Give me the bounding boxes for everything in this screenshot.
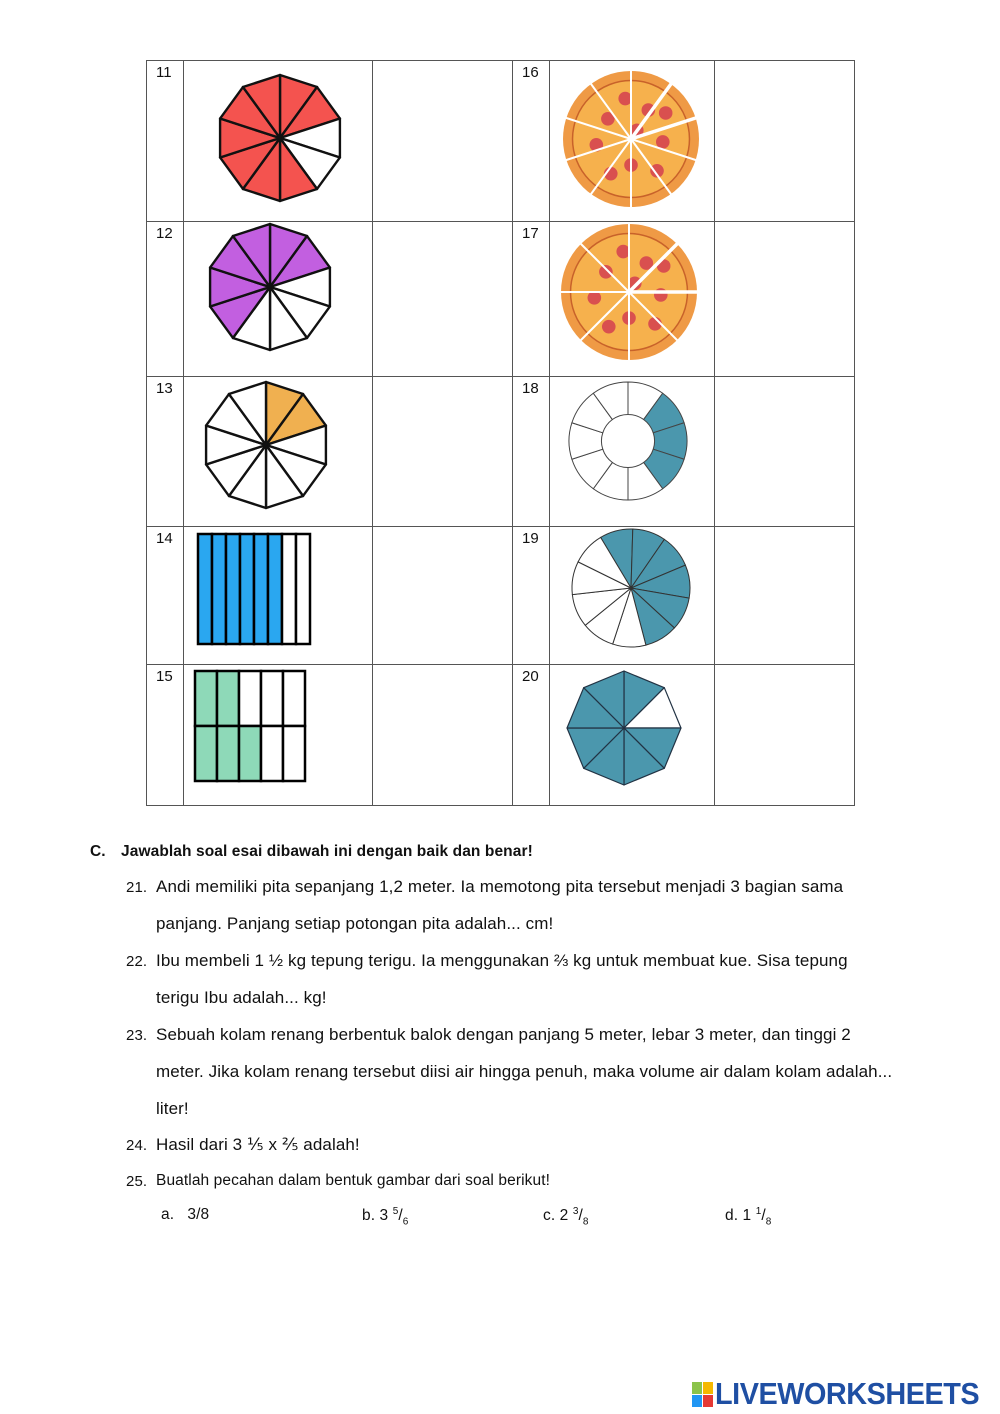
pepperoni [656, 135, 670, 149]
grid-cell [283, 726, 305, 781]
item-number: 18 [522, 380, 539, 397]
numerator: 3 [572, 1206, 579, 1217]
option-label: a. [161, 1206, 175, 1223]
option-label: d. 1 [725, 1207, 752, 1225]
purple-decagon-figure [204, 221, 336, 353]
answer-cell-15[interactable] [373, 665, 512, 805]
bar [240, 534, 254, 644]
question-text: liter! [156, 1099, 189, 1118]
orange-decagon-figure [200, 379, 332, 511]
pizza-figure [558, 221, 700, 363]
answer-cell-18[interactable] [715, 377, 854, 526]
pepperoni [616, 245, 630, 259]
denominator: 8 [582, 1216, 589, 1228]
bar [212, 534, 226, 644]
answer-cell-14[interactable] [373, 527, 512, 664]
question-text: Andi memiliki pita sepanjang 1,2 meter. Ia memotong pita tersebut menjadi 3 bagian sama [156, 877, 844, 896]
grid-cell [261, 671, 283, 726]
question-text: Sebuah kolam renang berbentuk balok dengan panjang 5 meter, lebar 3 meter, dan tinggi 2 [156, 1025, 851, 1044]
teal-octagon-figure [564, 668, 684, 788]
answer-cell-16[interactable] [715, 61, 854, 221]
grid-cell [239, 671, 261, 726]
grid-cell [217, 671, 239, 726]
answer-cell-19[interactable] [715, 527, 854, 664]
option-d: d. 1 $^1/_8$ [725, 1206, 772, 1228]
option-value: 3/8 [187, 1206, 210, 1223]
answer-cell-11[interactable] [373, 61, 512, 221]
pepperoni [618, 92, 632, 106]
item-number: 20 [522, 668, 539, 685]
grid-cell [283, 671, 305, 726]
grid-cell [261, 726, 283, 781]
question-number: 22. [126, 953, 148, 970]
item-number: 11 [156, 64, 172, 81]
question-text: Buatlah pecahan dalam bentuk gambar dari soal berikut! [156, 1172, 551, 1189]
teal-circle-figure [569, 526, 693, 650]
item-number: 12 [156, 225, 173, 242]
option-b: b. 3 $^5/_6$ [362, 1206, 409, 1228]
item-number: 19 [522, 530, 539, 547]
item-number: 17 [522, 225, 539, 242]
item-number: 13 [156, 380, 173, 397]
answer-cell-20[interactable] [715, 665, 854, 805]
option-a [161, 1206, 209, 1224]
green-grid-figure [192, 668, 308, 784]
pepperoni [659, 106, 673, 120]
item-number: 15 [156, 668, 173, 685]
question-text: terigu Ibu adalah... kg! [156, 988, 327, 1007]
numerator: 1 [755, 1206, 762, 1217]
grid-cell [195, 671, 217, 726]
bar [282, 534, 296, 644]
bar [198, 534, 212, 644]
liveworksheets-logo [692, 1376, 999, 1412]
grid-cell [239, 726, 261, 781]
bar [254, 534, 268, 644]
section-letter: C. [90, 843, 106, 860]
grid-cell [217, 726, 239, 781]
question-text: Hasil dari 3 ⅕ x ⅖ adalah! [156, 1135, 360, 1154]
denominator: 8 [765, 1216, 772, 1228]
bar [268, 534, 282, 644]
question-number: 24. [126, 1137, 148, 1154]
logo-blocks-icon [692, 1382, 713, 1407]
item-number: 14 [156, 530, 173, 547]
ring-figure [566, 379, 690, 503]
grid-cell [195, 726, 217, 781]
item-number: 16 [522, 64, 539, 81]
answer-cell-13[interactable] [373, 377, 512, 526]
section-title: Jawablah soal esai dibawah ini dengan baik dan benar! [121, 843, 533, 860]
logo-text: LIVEWORKSHEETS [715, 1376, 980, 1411]
option-label: c. 2 [543, 1207, 569, 1225]
pepperoni [654, 288, 668, 302]
question-text: panjang. Panjang setiap potongan pita adalah... cm! [156, 914, 554, 933]
option-label: b. 3 [362, 1207, 389, 1225]
bar [226, 534, 240, 644]
bar [296, 534, 310, 644]
question-number: 25. [126, 1173, 148, 1190]
question-number: 21. [126, 879, 148, 896]
denominator: 6 [402, 1216, 409, 1228]
red-decagon-figure [214, 72, 346, 204]
pepperoni [602, 320, 616, 334]
option-c: c. 2 $^3/_8$ [543, 1206, 589, 1228]
numerator: 5 [392, 1206, 399, 1217]
pizza-figure [560, 68, 702, 210]
question-text: Ibu membeli 1 ½ kg tepung terigu. Ia menggunakan ⅔ kg untuk membuat kue. Sisa tepung [156, 951, 848, 970]
answer-cell-17[interactable] [715, 222, 854, 376]
blue-bars-figure [195, 531, 313, 647]
answer-cell-12[interactable] [373, 222, 512, 376]
question-number: 23. [126, 1027, 148, 1044]
question-text: meter. Jika kolam renang tersebut diisi air hingga penuh, maka volume air dalam kolam adalah... [156, 1062, 893, 1081]
pepperoni [599, 265, 613, 279]
pepperoni [588, 291, 602, 305]
